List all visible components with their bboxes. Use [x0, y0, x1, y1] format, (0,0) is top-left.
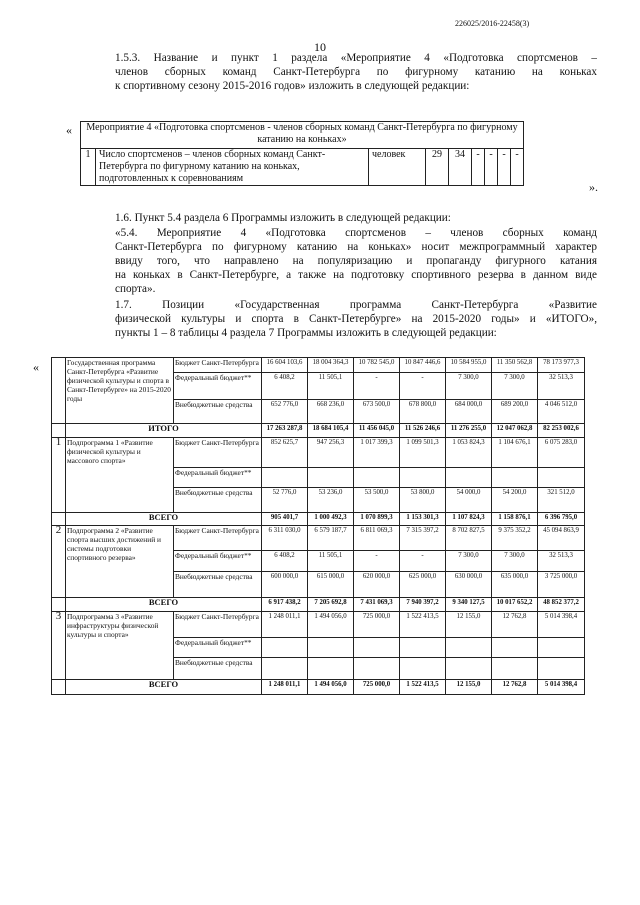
- table2-value: 7 300,0: [492, 551, 538, 572]
- table2-row: [52, 358, 585, 373]
- table1-open-quote: «: [66, 123, 72, 137]
- table2-total-value: 12 047 062,8: [492, 424, 538, 438]
- table2-value: [308, 468, 354, 488]
- table2-total-value: 48 852 377,2: [538, 598, 585, 612]
- table2-total-value: 1 248 011,1: [262, 680, 308, 695]
- table2-section-title: Подпрограмма 2 «Развитие спорта высших достижений и системы подготовки спортивного резерва»: [66, 526, 174, 598]
- table2-total-value: 725 000,0: [354, 680, 400, 695]
- table2-total-value: 12 762,8: [492, 680, 538, 695]
- table2-value: 725 000,0: [354, 612, 400, 638]
- table2-value: 10 584 955,0: [446, 358, 492, 373]
- table2-section-number: 2: [52, 526, 66, 598]
- table2-total-value: 6 396 795,0: [538, 513, 585, 526]
- table2-total-label: ВСЕГО: [66, 598, 262, 612]
- table2-value: 53 500,0: [354, 488, 400, 513]
- table2-value: [538, 468, 585, 488]
- table2-value: 4 046 512,0: [538, 400, 585, 424]
- table2-value: 1 017 399,3: [354, 438, 400, 468]
- table2-empty-cell: [52, 424, 66, 438]
- table2-value: 689 200,0: [492, 400, 538, 424]
- table2-value: 6 408,2: [262, 551, 308, 572]
- table2-funding-source: Федеральный бюджет**: [174, 468, 262, 488]
- table2-total-value: 7 205 692,8: [308, 598, 354, 612]
- table2-value: 12 762,8: [492, 612, 538, 638]
- table2-value: 32 513,3: [538, 373, 585, 400]
- table2-total-value: 10 017 652,2: [492, 598, 538, 612]
- table2-value: 78 173 977,3: [538, 358, 585, 373]
- table2-value: [492, 658, 538, 680]
- paragraph-line: Санкт-Петербурга по фигурному катанию на коньках» носит межпрограммный характер: [115, 241, 597, 253]
- table2-funding-source: Федеральный бюджет**: [174, 551, 262, 572]
- table2-value: 1 099 501,3: [400, 438, 446, 468]
- table2-total-value: 9 340 127,5: [446, 598, 492, 612]
- table2-value: 54 000,0: [446, 488, 492, 513]
- paragraph-line: 1.7. Позиции «Государственная программа Санкт-Петербурга «Развитие: [115, 299, 597, 311]
- table2-total-value: 6 917 438,2: [262, 598, 308, 612]
- table2-row: [52, 526, 585, 551]
- table2-value: 1 522 413,5: [400, 612, 446, 638]
- table2-value: [492, 468, 538, 488]
- table2-value: 11 505,1: [308, 551, 354, 572]
- table2-value: 52 776,0: [262, 488, 308, 513]
- table2-value: [400, 468, 446, 488]
- table2-value: [400, 638, 446, 658]
- table2-value: 7 300,0: [446, 551, 492, 572]
- paragraph-line: пункты 1 – 8 таблицы 4 раздела 7 Программы изложить в следующей редакции:: [115, 327, 497, 339]
- table2-empty-cell: [52, 513, 66, 526]
- table2-total-label: ВСЕГО: [66, 513, 262, 526]
- table1-value: -: [511, 149, 524, 186]
- document-id: 226025/2016-22458(3): [455, 19, 530, 28]
- table2-value: -: [400, 551, 446, 572]
- table2-total-label: ВСЕГО: [66, 680, 262, 695]
- table2-funding-source: Внебюджетные средства: [174, 658, 262, 680]
- paragraph-line: ввиду того, что направлено на популяризацию и пропаганду фигурного катания: [115, 255, 597, 267]
- paragraph-1-5-3: [89, 51, 597, 93]
- table2-value: 45 094 863,9: [538, 526, 585, 551]
- table2-value: 3 725 000,0: [538, 572, 585, 598]
- paragraph-line: «5.4. Мероприятие 4 «Подготовка спортсменов – членов сборных команд: [115, 227, 597, 239]
- table2-total-value: 1 107 824,3: [446, 513, 492, 526]
- table1-value: 29: [426, 149, 449, 186]
- table2-value: 6 408,2: [262, 373, 308, 400]
- table2-funding-source: Федеральный бюджет**: [174, 638, 262, 658]
- table1-header: Мероприятие 4 «Подготовка спортсменов - членов сборных команд Санкт-Петербурга по фигурному катанию на коньках»: [81, 122, 524, 149]
- table2-open-quote: «: [33, 360, 39, 374]
- table2-funding-source: Внебюджетные средства: [174, 488, 262, 513]
- table2-value: [354, 638, 400, 658]
- table2-value: [354, 468, 400, 488]
- table2-value: [262, 468, 308, 488]
- table2-total-row: [52, 513, 585, 526]
- table1-value: -: [498, 149, 511, 186]
- paragraph-line: 1.5.3. Название и пункт 1 раздела «Мероприятие 4 «Подготовка спортсменов –: [115, 52, 597, 64]
- table2-section-title: Подпрограмма 1 «Развитие физической культуры и массового спорта»: [66, 438, 174, 513]
- table2-value: [400, 658, 446, 680]
- table1-indicator: Число спортсменов – членов сборных команд Санкт-Петербурга по фигурному катанию на коньках, подготовленных к соревнованиям: [96, 149, 369, 186]
- table2-value: 11 350 562,8: [492, 358, 538, 373]
- table2-value: 9 375 352,2: [492, 526, 538, 551]
- table2-value: 1 104 676,1: [492, 438, 538, 468]
- table2-value: [538, 658, 585, 680]
- table2-funding-source: Бюджет Санкт-Петербурга: [174, 438, 262, 468]
- paragraph-line: членов сборных команд Санкт-Петербурга по фигурному катанию на коньках: [115, 66, 597, 78]
- table2-value: 7 300,0: [492, 373, 538, 400]
- table2-value: [446, 638, 492, 658]
- table1-unit: человек: [369, 149, 426, 186]
- table2-value: 947 256,3: [308, 438, 354, 468]
- table2-funding-source: Внебюджетные средства: [174, 400, 262, 424]
- page-number: 10: [314, 40, 326, 54]
- table2-total-value: 11 276 255,0: [446, 424, 492, 438]
- paragraph-line: к спортивному сезону 2015-2016 годов» изложить в следующей редакции:: [115, 80, 470, 92]
- table2-value: 6 311 030,0: [262, 526, 308, 551]
- paragraph-line: на коньках в Санкт-Петербурге, а также на подготовку спортивного резерва в данном виде: [115, 269, 597, 281]
- table2-total-value: 905 401,7: [262, 513, 308, 526]
- table2-total-row: [52, 424, 585, 438]
- financing-table: [51, 357, 585, 695]
- table2-value: 10 847 446,6: [400, 358, 446, 373]
- table2-value: 678 800,0: [400, 400, 446, 424]
- table2-value: 5 014 398,4: [538, 612, 585, 638]
- table2-total-value: 1 070 899,3: [354, 513, 400, 526]
- table1-value: -: [472, 149, 485, 186]
- table2-value: 615 000,0: [308, 572, 354, 598]
- table2-section-number: 3: [52, 612, 66, 680]
- table2-row: [52, 612, 585, 638]
- table2-value: 1 053 824,3: [446, 438, 492, 468]
- table2-funding-source: Бюджет Санкт-Петербурга: [174, 526, 262, 551]
- table2-value: 852 625,7: [262, 438, 308, 468]
- table2-value: 635 000,0: [492, 572, 538, 598]
- table2-empty-cell: [52, 598, 66, 612]
- table2-value: 1 248 011,1: [262, 612, 308, 638]
- table2-value: 6 579 187,7: [308, 526, 354, 551]
- table1-close-quote: ».: [589, 180, 598, 194]
- table2-value: 652 776,0: [262, 400, 308, 424]
- table2-value: [308, 638, 354, 658]
- table2-value: [446, 468, 492, 488]
- table2-total-value: 1 158 876,1: [492, 513, 538, 526]
- table2-funding-source: Внебюджетные средства: [174, 572, 262, 598]
- table2-value: -: [400, 373, 446, 400]
- table2-value: 11 505,1: [308, 373, 354, 400]
- table2-value: [262, 658, 308, 680]
- table2-value: 6 075 283,0: [538, 438, 585, 468]
- table2-value: 620 000,0: [354, 572, 400, 598]
- table2-value: [308, 658, 354, 680]
- table2-section-number: 1: [52, 438, 66, 513]
- table2-value: 321 512,0: [538, 488, 585, 513]
- paragraph-5-4: [89, 226, 597, 296]
- table2-value: 684 000,0: [446, 400, 492, 424]
- table2-value: [354, 658, 400, 680]
- paragraph-line: физической культуры и спорта в Санкт-Петербурге» на 2015-2020 годы» и «ИТОГО»,: [115, 313, 597, 325]
- table2-value: 18 004 364,3: [308, 358, 354, 373]
- table2-total-value: 1 494 056,0: [308, 680, 354, 695]
- table2-empty-cell: [52, 680, 66, 695]
- paragraph-line: спорта».: [115, 283, 156, 295]
- table2-total-value: 1 522 413,5: [400, 680, 446, 695]
- table2-total-value: 18 684 105,4: [308, 424, 354, 438]
- table1-value: -: [485, 149, 498, 186]
- table2-section-title: Государственная программа Санкт-Петербурга «Развитие физической культуры и спорта в Санкт-Петербурге» на 2015-2020 годы: [66, 358, 174, 424]
- table2-total-value: 7 431 069,3: [354, 598, 400, 612]
- paragraph-1-6: [89, 211, 597, 225]
- table2-value: 32 513,3: [538, 551, 585, 572]
- table2-value: 668 236,0: [308, 400, 354, 424]
- table2-value: [262, 638, 308, 658]
- table2-total-value: 11 526 246,6: [400, 424, 446, 438]
- table2-value: -: [354, 551, 400, 572]
- table2-section-title: Подпрограмма 3 «Развитие инфраструктуры физической культуры и спорта»: [66, 612, 174, 680]
- table2-value: 12 155,0: [446, 612, 492, 638]
- table2-value: [538, 638, 585, 658]
- table2-total-label: ИТОГО: [66, 424, 262, 438]
- table2-total-row: [52, 598, 585, 612]
- table1-value: 34: [449, 149, 472, 186]
- table2-total-value: 1 153 301,3: [400, 513, 446, 526]
- table2-value: 7 315 397,2: [400, 526, 446, 551]
- table2-row: [52, 438, 585, 468]
- table2-funding-source: Федеральный бюджет**: [174, 373, 262, 400]
- table2-funding-source: Бюджет Санкт-Петербурга: [174, 358, 262, 373]
- table2-value: 7 300,0: [446, 373, 492, 400]
- table2-value: 625 000,0: [400, 572, 446, 598]
- table2-total-value: 5 014 398,4: [538, 680, 585, 695]
- table2-value: [492, 638, 538, 658]
- measure-4-table: [80, 121, 524, 186]
- table2-total-row: [52, 680, 585, 695]
- paragraph-line: 1.6. Пункт 5.4 раздела 6 Программы изложить в следующей редакции:: [115, 212, 451, 224]
- table2-value: 54 200,0: [492, 488, 538, 513]
- table2-value: 600 000,0: [262, 572, 308, 598]
- table2-value: -: [354, 373, 400, 400]
- table2-value: 1 494 056,0: [308, 612, 354, 638]
- table2-total-value: 1 000 492,3: [308, 513, 354, 526]
- table1-row: [81, 149, 524, 186]
- table2-value: 630 000,0: [446, 572, 492, 598]
- table2-value: [446, 658, 492, 680]
- table2-total-value: 11 456 045,0: [354, 424, 400, 438]
- table2-value: 673 500,0: [354, 400, 400, 424]
- table2-value: 8 702 827,5: [446, 526, 492, 551]
- table2-total-value: 12 155,0: [446, 680, 492, 695]
- table2-total-value: 17 263 287,8: [262, 424, 308, 438]
- table2-value: 53 800,0: [400, 488, 446, 513]
- table2-total-value: 82 253 002,6: [538, 424, 585, 438]
- table2-section-number: [52, 358, 66, 424]
- paragraph-1-7: [89, 298, 597, 340]
- table2-value: 10 782 545,0: [354, 358, 400, 373]
- table2-funding-source: Бюджет Санкт-Петербурга: [174, 612, 262, 638]
- table2-total-value: 7 940 397,2: [400, 598, 446, 612]
- table2-value: 16 604 103,6: [262, 358, 308, 373]
- table1-row-number: 1: [81, 149, 96, 186]
- table2-value: 6 811 069,3: [354, 526, 400, 551]
- table2-value: 53 236,0: [308, 488, 354, 513]
